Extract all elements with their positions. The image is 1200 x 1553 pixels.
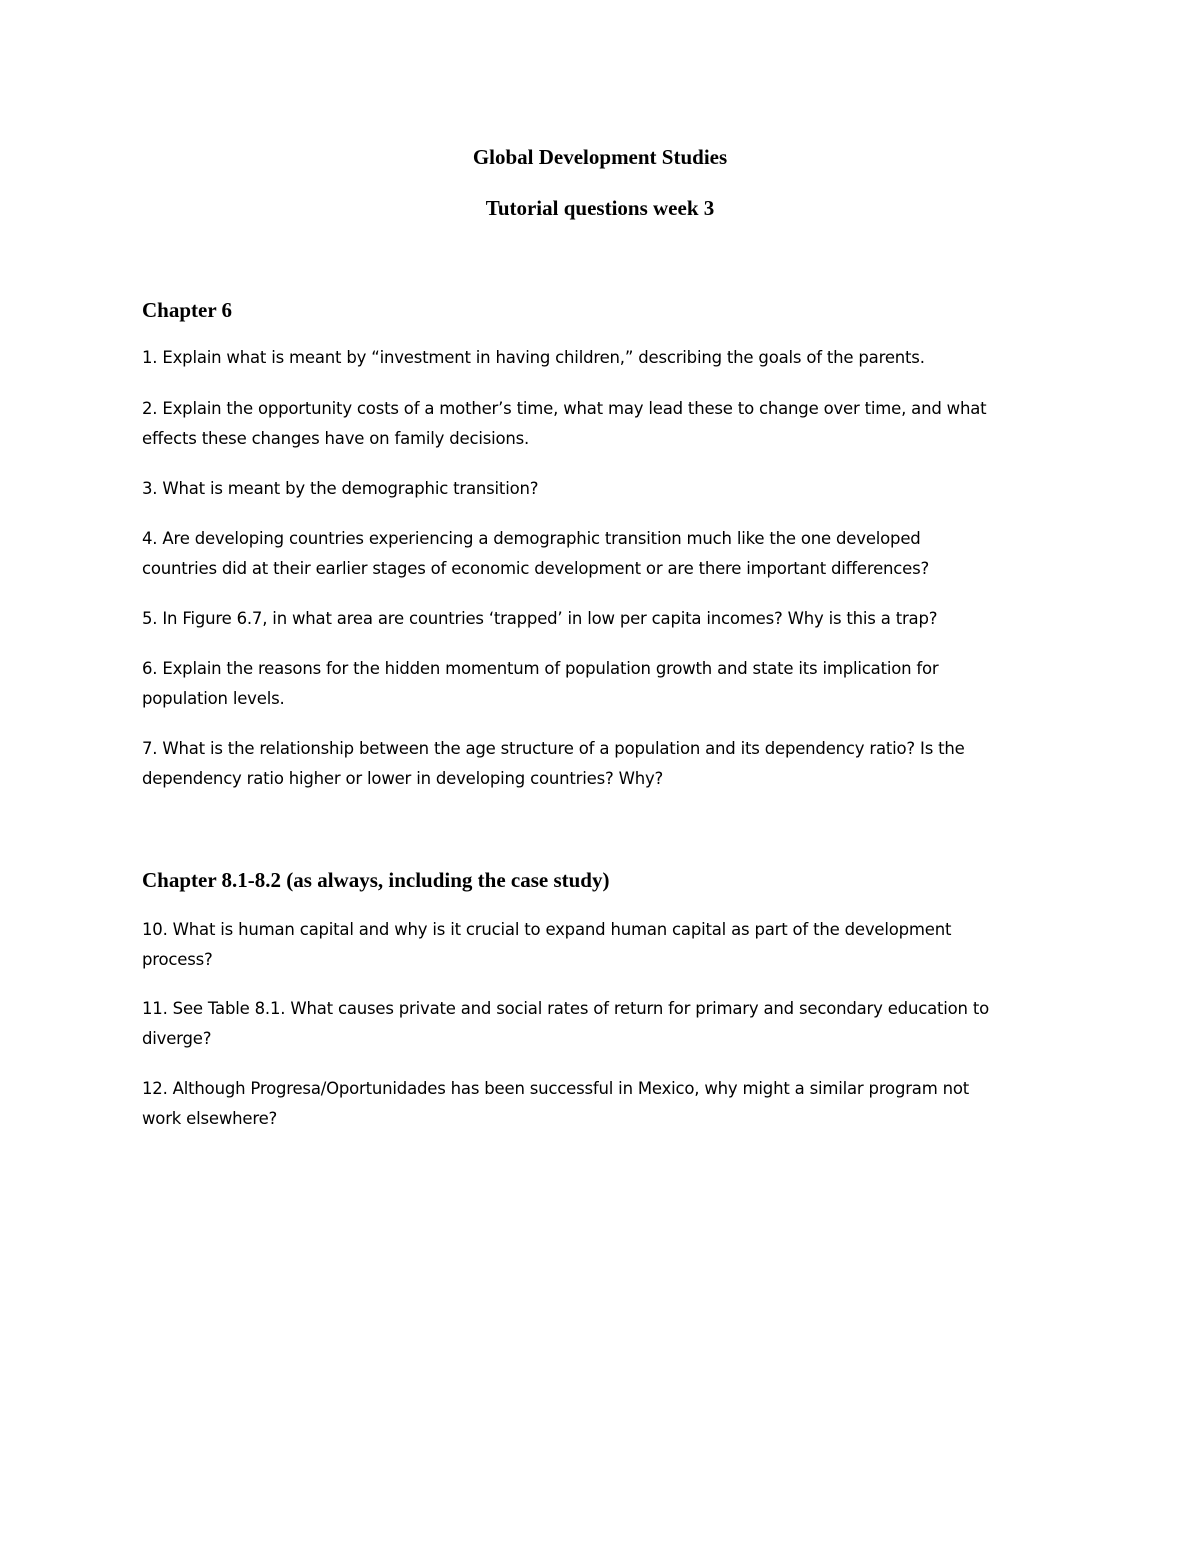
question-item [142, 915, 1062, 975]
question-line: effects these changes have on family decisions. [142, 429, 530, 448]
question-item [142, 654, 1062, 714]
question-item [142, 604, 1062, 634]
question-line: 2. Explain the opportunity costs of a mother’s time, what may lead these to change over time, and what [142, 399, 987, 418]
question-line: 5. In Figure 6.7, in what area are countries ‘trapped’ in low per capita incomes? Why is this a trap? [142, 609, 938, 628]
section-heading-chapter-6: Chapter 6 [142, 298, 233, 322]
question-line: population levels. [142, 689, 285, 708]
question-line: 10. What is human capital and why is it crucial to expand human capital as part of the development [142, 920, 952, 939]
question-item [142, 343, 1062, 373]
question-item [142, 394, 1062, 454]
question-item [142, 1074, 1062, 1134]
question-line: 7. What is the relationship between the age structure of a population and its dependency ratio? Is the [142, 739, 965, 758]
question-line: countries did at their earlier stages of economic development or are there important differences? [142, 559, 930, 578]
question-item [142, 474, 1062, 504]
question-line: process? [142, 950, 213, 969]
question-line: dependency ratio higher or lower in developing countries? Why? [142, 769, 664, 788]
question-line: 3. What is meant by the demographic transition? [142, 479, 539, 498]
question-item [142, 734, 1062, 794]
question-line: work elsewhere? [142, 1109, 278, 1128]
document-title: Global Development Studies [472, 145, 728, 169]
document-subtitle: Tutorial questions week 3 [485, 196, 715, 220]
question-line: 4. Are developing countries experiencing a demographic transition much like the one developed [142, 529, 921, 548]
question-item [142, 524, 1062, 584]
question-line: 6. Explain the reasons for the hidden momentum of population growth and state its implication for [142, 659, 939, 678]
section-heading-chapter-8: Chapter 8.1-8.2 (as always, including the case study) [142, 868, 610, 892]
question-item [142, 994, 1062, 1054]
question-line: 11. See Table 8.1. What causes private and social rates of return for primary and secondary education to [142, 999, 990, 1018]
question-line: 1. Explain what is meant by “investment in having children,” describing the goals of the parents. [142, 348, 925, 367]
question-line: diverge? [142, 1029, 212, 1048]
question-line: 12. Although Progresa/Oportunidades has been successful in Mexico, why might a similar program not [142, 1079, 970, 1098]
